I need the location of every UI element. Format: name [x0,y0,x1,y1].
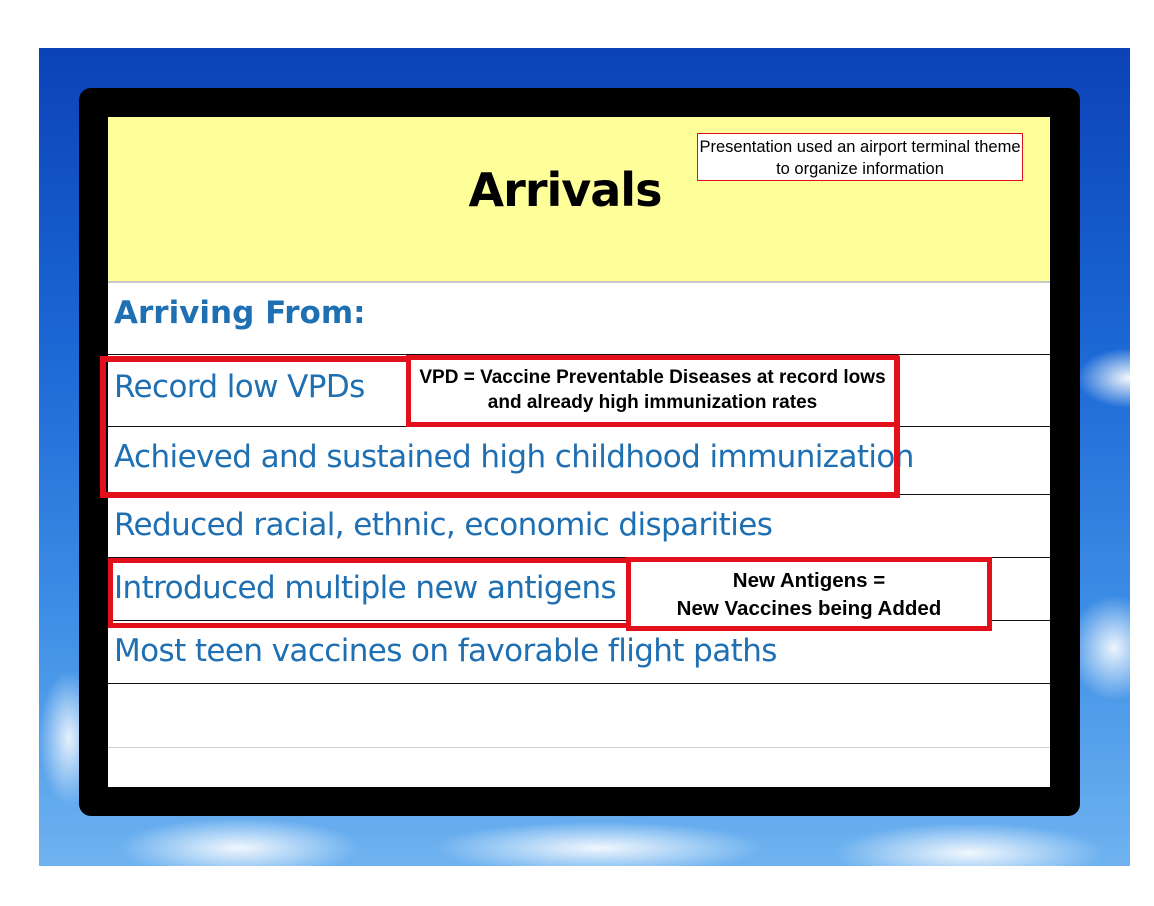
highlight-frame-antigens [108,558,636,628]
board-header [108,117,1050,283]
antigens-callout [626,557,992,631]
row-heading: Arriving From: [114,295,366,331]
antigens-callout-line1: New Antigens = [732,569,886,592]
table-row [108,684,1050,748]
row-label: Record low VPDs [114,369,365,405]
table-row [108,495,1050,558]
antigens-callout-line2: New Vaccines being Added [676,597,942,620]
row-label: Reduced racial, ethnic, economic disparities [114,507,773,543]
row-label: Achieved and sustained high childhood immunization [114,439,914,475]
row-label: Most teen vaccines on favorable flight paths [114,633,777,669]
slide-background [39,48,1130,866]
vpd-callout: VPD = Vaccine Preventable Diseases at record lows and already high immunization rates [406,355,899,427]
table-row [108,283,1050,355]
theme-note: Presentation used an airport terminal theme to organize information [697,133,1023,181]
page-title: Arrivals [468,163,662,217]
row-label: Introduced multiple new antigens [114,570,617,606]
